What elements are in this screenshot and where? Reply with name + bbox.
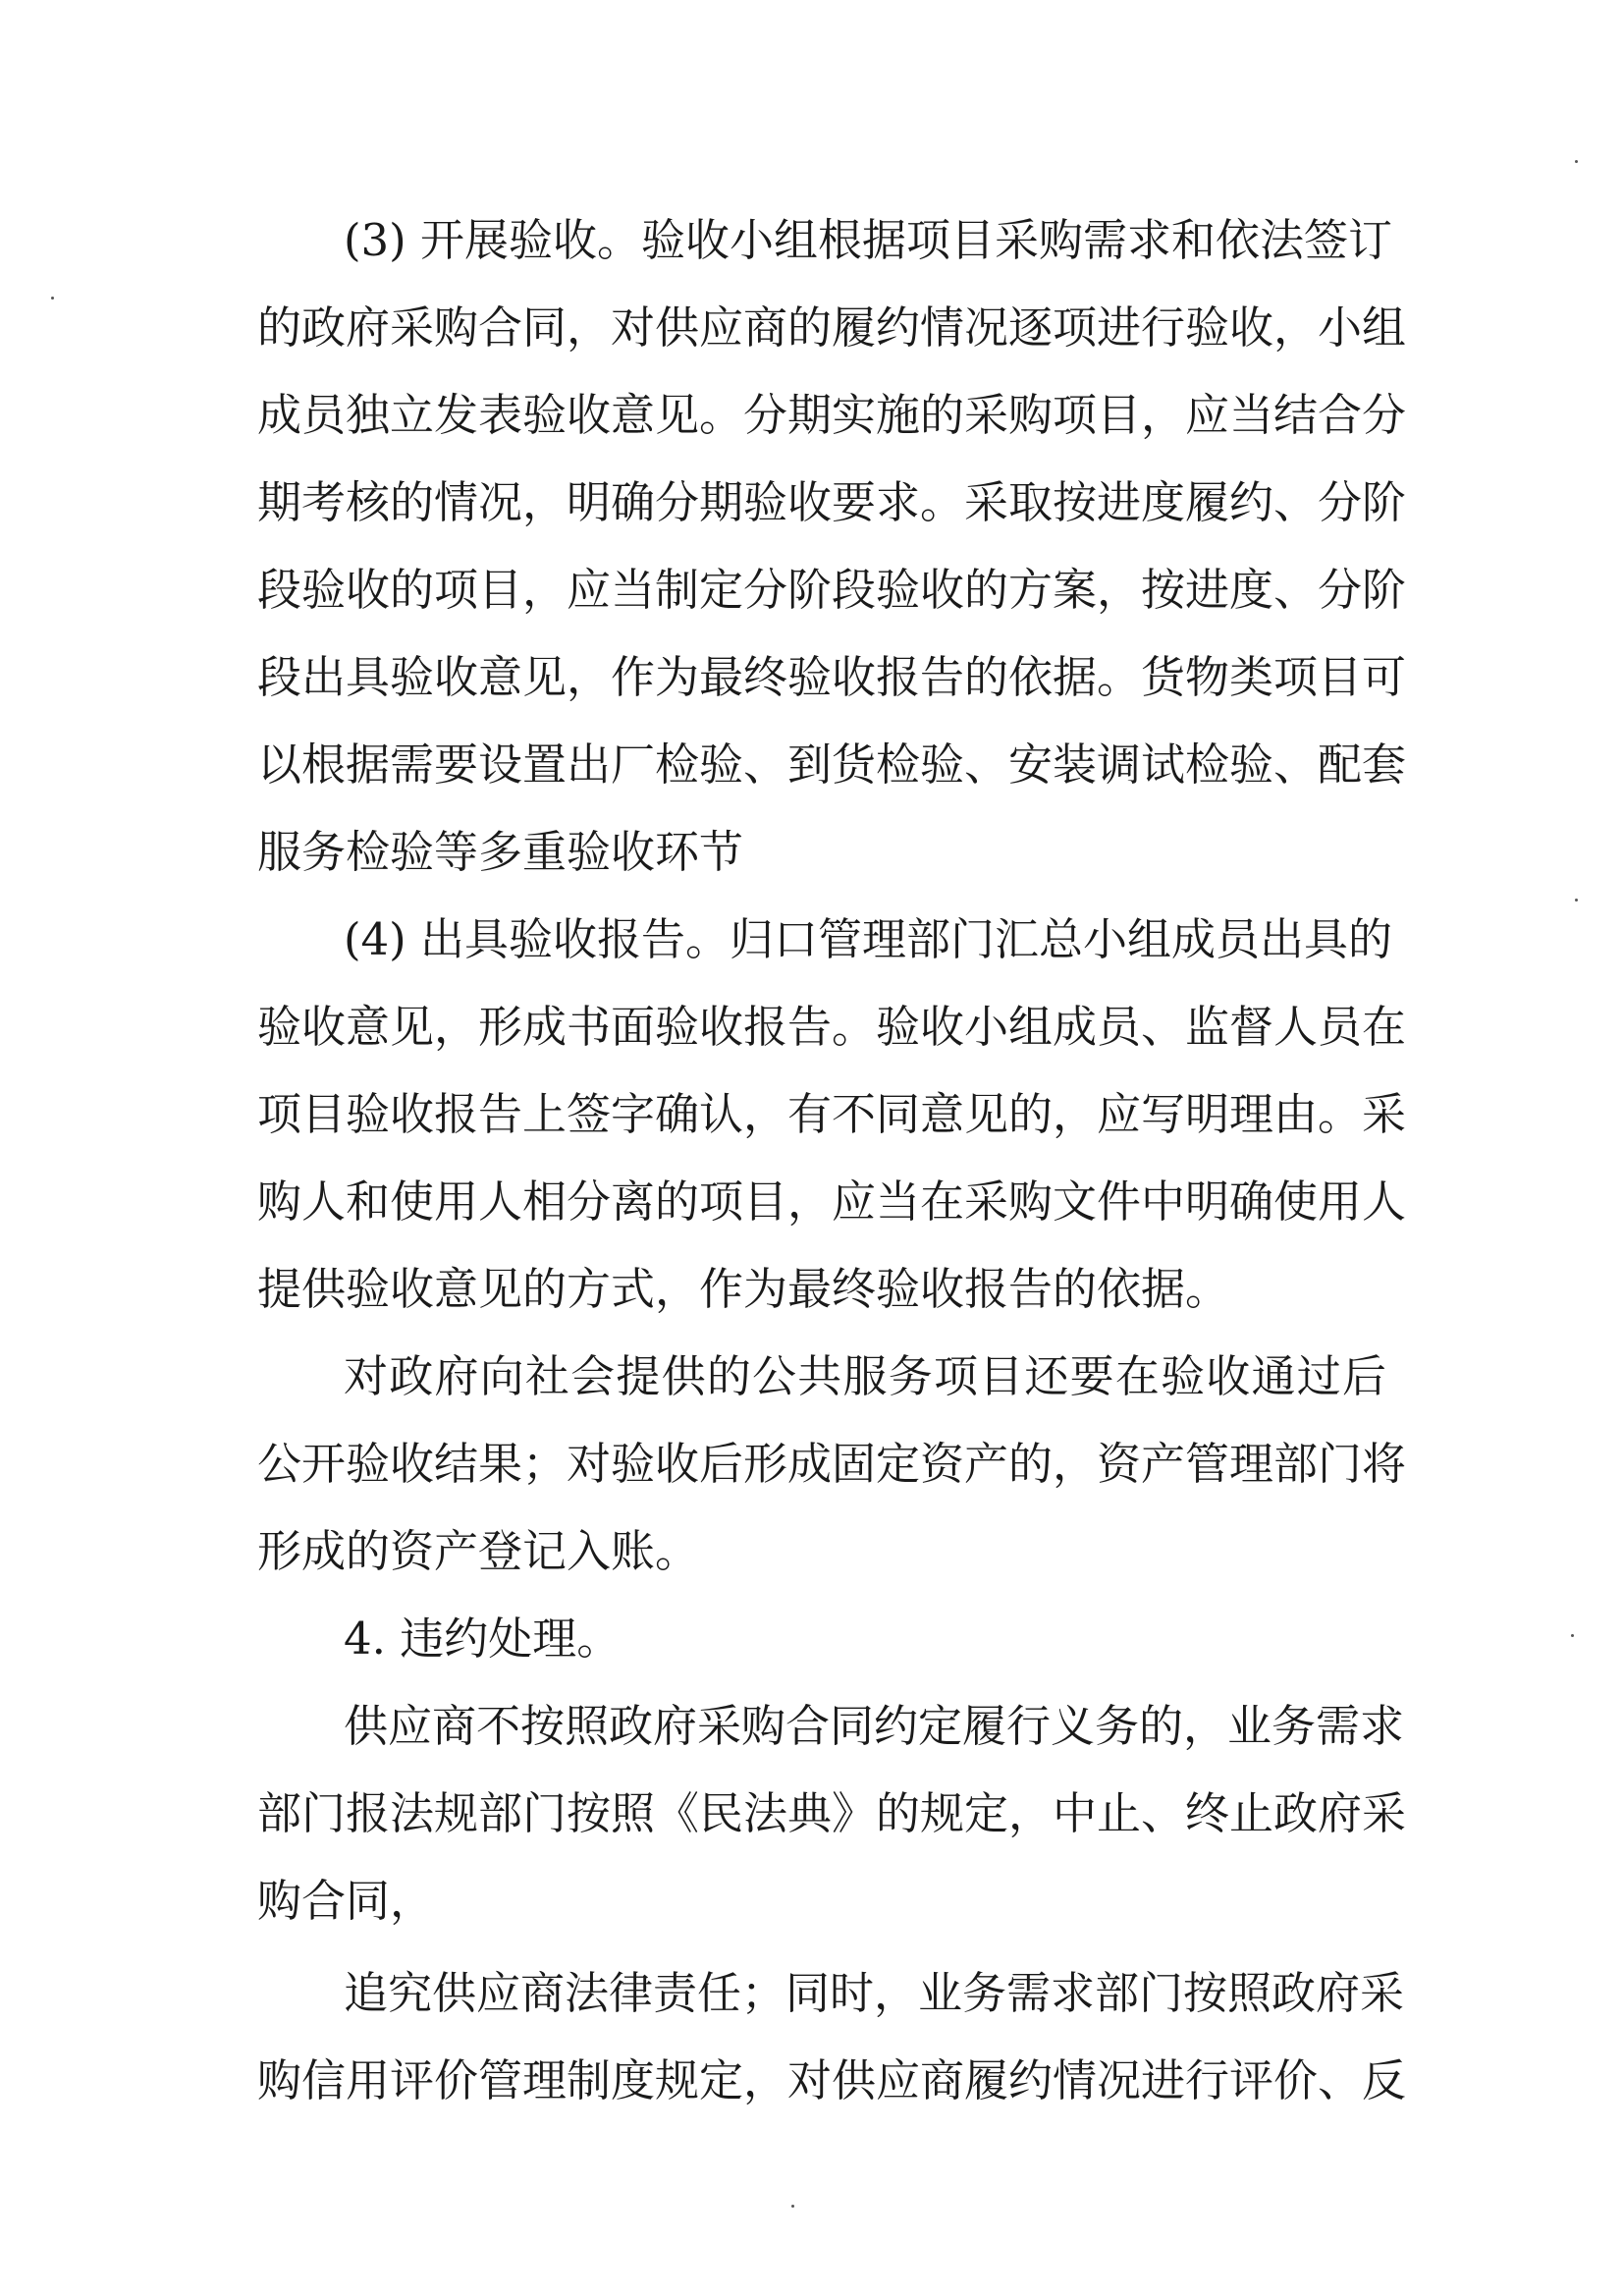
paragraph-2-line-5: 提供验收意见的方式，作为最终验收报告的依据。 bbox=[257, 1263, 1230, 1315]
paragraph-2-line-4: 购人和使用人相分离的项目，应当在采购文件中明确使用人 bbox=[257, 1175, 1407, 1228]
paragraph-3-line-3: 形成的资产登记入账。 bbox=[257, 1525, 700, 1577]
section-heading-4: 4. 违约处理。 bbox=[344, 1613, 622, 1665]
paragraph-2-line-2: 验收意见，形成书面验收报告。验收小组成员、监督人员在 bbox=[257, 1001, 1407, 1053]
paragraph-1-line-7: 以根据需要设置出厂检验、到货检验、安装调试检验、配套 bbox=[257, 738, 1407, 791]
paragraph-5-line-3: 购合同， bbox=[257, 1875, 435, 1927]
scan-speck bbox=[1575, 899, 1578, 902]
paragraph-5-line-1: 供应商不按照政府采购合同约定履行义务的，业务需求 bbox=[344, 1700, 1405, 1752]
scan-speck bbox=[1571, 1634, 1574, 1637]
paragraph-6-line-2: 购信用评价管理制度规定，对供应商履约情况进行评价、反 bbox=[257, 2054, 1407, 2106]
paragraph-2-line-3: 项目验收报告上签字确认，有不同意见的，应写明理由。采 bbox=[257, 1088, 1407, 1140]
paragraph-1-line-6: 段出具验收意见，作为最终验收报告的依据。货物类项目可 bbox=[257, 651, 1407, 703]
paragraph-1-line-1: (3) 开展验收。验收小组根据项目采购需求和依法签订 bbox=[344, 214, 1393, 266]
scan-speck bbox=[51, 297, 54, 300]
paragraph-1-line-4: 期考核的情况，明确分期验收要求。采取按进度履约、分阶 bbox=[257, 476, 1407, 528]
paragraph-1-line-3: 成员独立发表验收意见。分期实施的采购项目，应当结合分 bbox=[257, 389, 1407, 441]
scan-speck bbox=[791, 2205, 794, 2208]
paragraph-2-line-1: (4) 出具验收报告。归口管理部门汇总小组成员出具的 bbox=[344, 913, 1393, 965]
scan-speck bbox=[1575, 160, 1578, 163]
paragraph-1-line-2: 的政府采购合同，对供应商的履约情况逐项进行验收，小组 bbox=[257, 301, 1407, 354]
paragraph-5-line-2: 部门报法规部门按照《民法典》的规定，中止、终止政府采 bbox=[257, 1787, 1407, 1839]
paragraph-3-line-2: 公开验收结果；对验收后形成固定资产的，资产管理部门将 bbox=[257, 1438, 1407, 1490]
paragraph-3-line-1: 对政府向社会提供的公共服务项目还要在验收通过后 bbox=[344, 1350, 1386, 1402]
paragraph-1-line-8: 服务检验等多重验收环节 bbox=[257, 826, 744, 878]
paragraph-1-line-5: 段验收的项目，应当制定分阶段验收的方案，按进度、分阶 bbox=[257, 564, 1407, 616]
paragraph-6-line-1: 追究供应商法律责任；同时，业务需求部门按照政府采 bbox=[344, 1967, 1405, 2019]
